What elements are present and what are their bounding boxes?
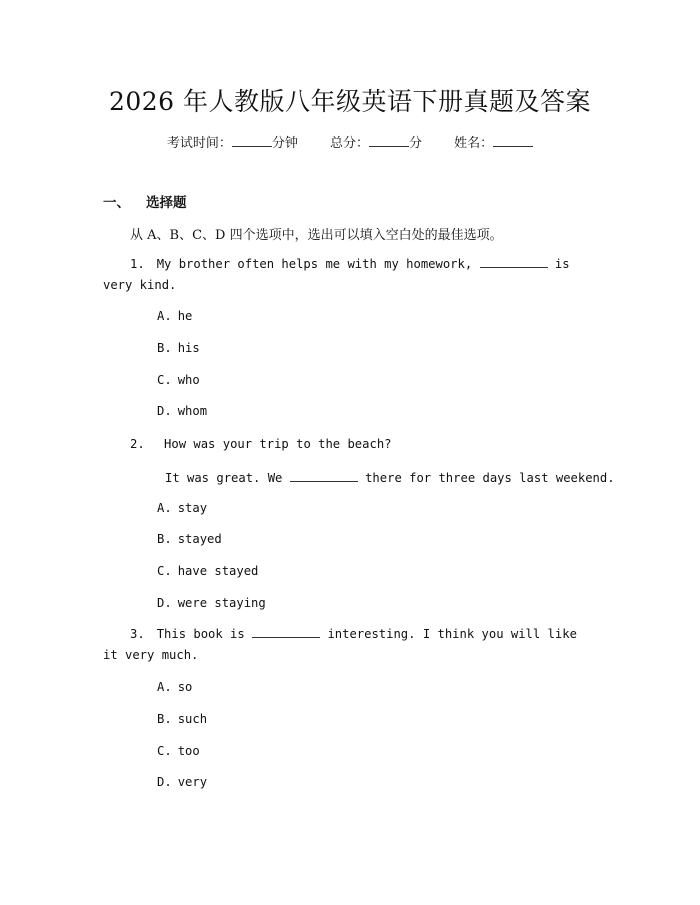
option-c <box>157 744 200 758</box>
option-text: very <box>177 775 208 789</box>
option-letter: D. <box>157 775 172 789</box>
option-text: who <box>177 373 200 387</box>
question-stem-after: interesting. I think you will like it very much. <box>103 627 577 662</box>
question-1 <box>103 254 593 296</box>
option-letter: A. <box>157 680 172 694</box>
total-score-label: 总分： <box>329 136 369 151</box>
section-title: 选择题 <box>146 195 187 211</box>
student-name-field <box>454 136 533 151</box>
exam-time-field <box>167 136 298 151</box>
option-d <box>157 404 207 418</box>
answer-blank <box>480 255 548 268</box>
option-text: stayed <box>177 532 222 546</box>
option-text: too <box>177 744 200 758</box>
question-stem-before: It was great. We <box>165 471 283 485</box>
answer-blank <box>290 469 358 482</box>
option-text: stay <box>177 501 208 515</box>
option-letter: B. <box>157 341 172 355</box>
question-stem-after: is very kind. <box>103 257 570 292</box>
exam-time-blank <box>232 146 272 147</box>
option-letter: B. <box>157 712 172 726</box>
exam-time-unit: 分钟 <box>271 136 298 151</box>
question-number: 2. <box>130 437 145 451</box>
option-text: he <box>177 309 193 323</box>
exam-meta-line <box>0 132 700 151</box>
exam-time-label: 考试时间： <box>166 136 232 151</box>
option-b <box>157 712 207 726</box>
total-score-unit: 分 <box>409 136 423 151</box>
question-prompt: How was your trip to the beach? <box>164 437 392 451</box>
option-c <box>157 373 200 387</box>
option-b <box>157 341 200 355</box>
option-letter: B. <box>157 532 172 546</box>
question-number: 3. <box>130 627 145 641</box>
option-d <box>157 775 207 789</box>
option-text: whom <box>177 404 208 418</box>
question-stem-before: This book is <box>156 627 245 641</box>
total-score-field <box>330 136 422 151</box>
option-letter: C. <box>157 373 172 387</box>
option-a <box>157 309 192 323</box>
option-letter: A. <box>157 309 172 323</box>
document-title: 2026 年人教版八年级英语下册真题及答案 <box>108 87 592 116</box>
option-b <box>157 532 222 546</box>
question-stem-before: My brother often helps me with my homework, <box>156 257 473 271</box>
question-number: 1. <box>130 257 145 271</box>
question-stem-after: there for three days last weekend. <box>365 471 615 485</box>
option-letter: D. <box>157 596 172 610</box>
option-a <box>157 680 192 694</box>
section-instruction: 从 A、B、C、D 四个选项中，选出可以填入空白处的最佳选项。 <box>130 228 503 243</box>
student-name-blank <box>493 146 533 147</box>
option-text: were staying <box>177 596 266 610</box>
question-2-response <box>165 469 615 485</box>
section-number: 一、 <box>103 195 130 211</box>
question-3 <box>103 624 593 666</box>
option-letter: D. <box>157 404 172 418</box>
option-d <box>157 596 266 610</box>
option-a <box>157 501 207 515</box>
option-text: such <box>177 712 208 726</box>
option-letter: C. <box>157 564 172 578</box>
question-2 <box>103 434 593 455</box>
option-letter: A. <box>157 501 172 515</box>
option-text: his <box>177 341 200 355</box>
section-heading <box>103 191 187 211</box>
option-c <box>157 564 258 578</box>
option-text: have stayed <box>177 564 259 578</box>
option-letter: C. <box>157 744 172 758</box>
option-text: so <box>177 680 193 694</box>
answer-blank <box>252 625 320 638</box>
student-name-label: 姓名： <box>454 136 494 151</box>
total-score-blank <box>369 146 409 147</box>
